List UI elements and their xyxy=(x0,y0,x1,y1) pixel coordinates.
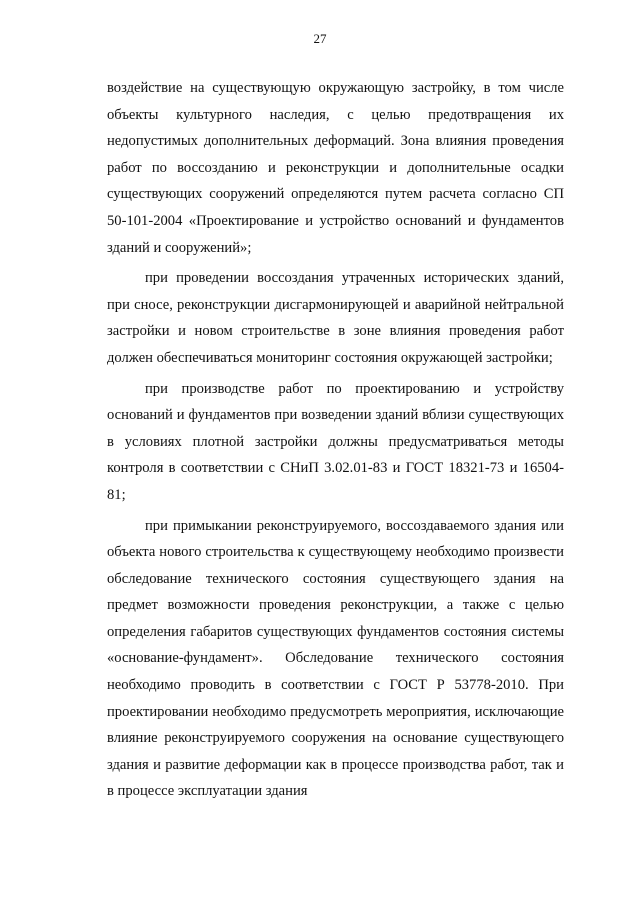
paragraph-continuation: воздействие на существующую окружающую застройку, в том числе объекты культурного наследия, с целью предотвращения их недопустимых дополнительных деформаций. Зона влияния проведения работ по воссозданию и реконструкции и дополнительные осадки существующих сооружений определяются путем расчета согласно СП 50-101-2004 «Проектирование и устройство оснований и фундаментов зданий и сооружений»; xyxy=(107,80,564,256)
paragraph-monitoring: при проведении воссоздания утраченных исторических зданий, при сносе, реконструкции дисгармонирующей и аварийной нейтральной застройки и новом строительстве в зоне влияния проведения работ должен обеспечиваться мониторинг состояния окружающей застройки; xyxy=(107,270,564,366)
paragraph-foundations: при производстве работ по проектированию и устройству оснований и фундаментов при возведении зданий вблизи существующих в условиях плотной застройки должны предусматриваться методы контроля в соответствии с СНиП 3.02.01-83 и ГОСТ 18321-73 и 16504-81; xyxy=(107,380,564,503)
document-body xyxy=(107,75,564,805)
page-number: 27 xyxy=(313,31,327,46)
paragraph-adjoining-building: при примыкании реконструируемого, воссоздаваемого здания или объекта нового строительства к существующему необходимо произвести обследование технического состояния существующего здания на предмет возможности проведения реконструкции, а также с целью определения габаритов существующих фундаментов состояния системы «основание-фундамент». Обследование технического состояния необходимо проводить в соответствии с ГОСТ Р 53778-2010. При проектировании необходимо предусмотреть мероприятия, исключающие влияние реконструируемого сооружения на основание существующего здания и развитие деформации как в процессе производства работ, так и в процессе эксплуатации здания xyxy=(107,517,564,800)
